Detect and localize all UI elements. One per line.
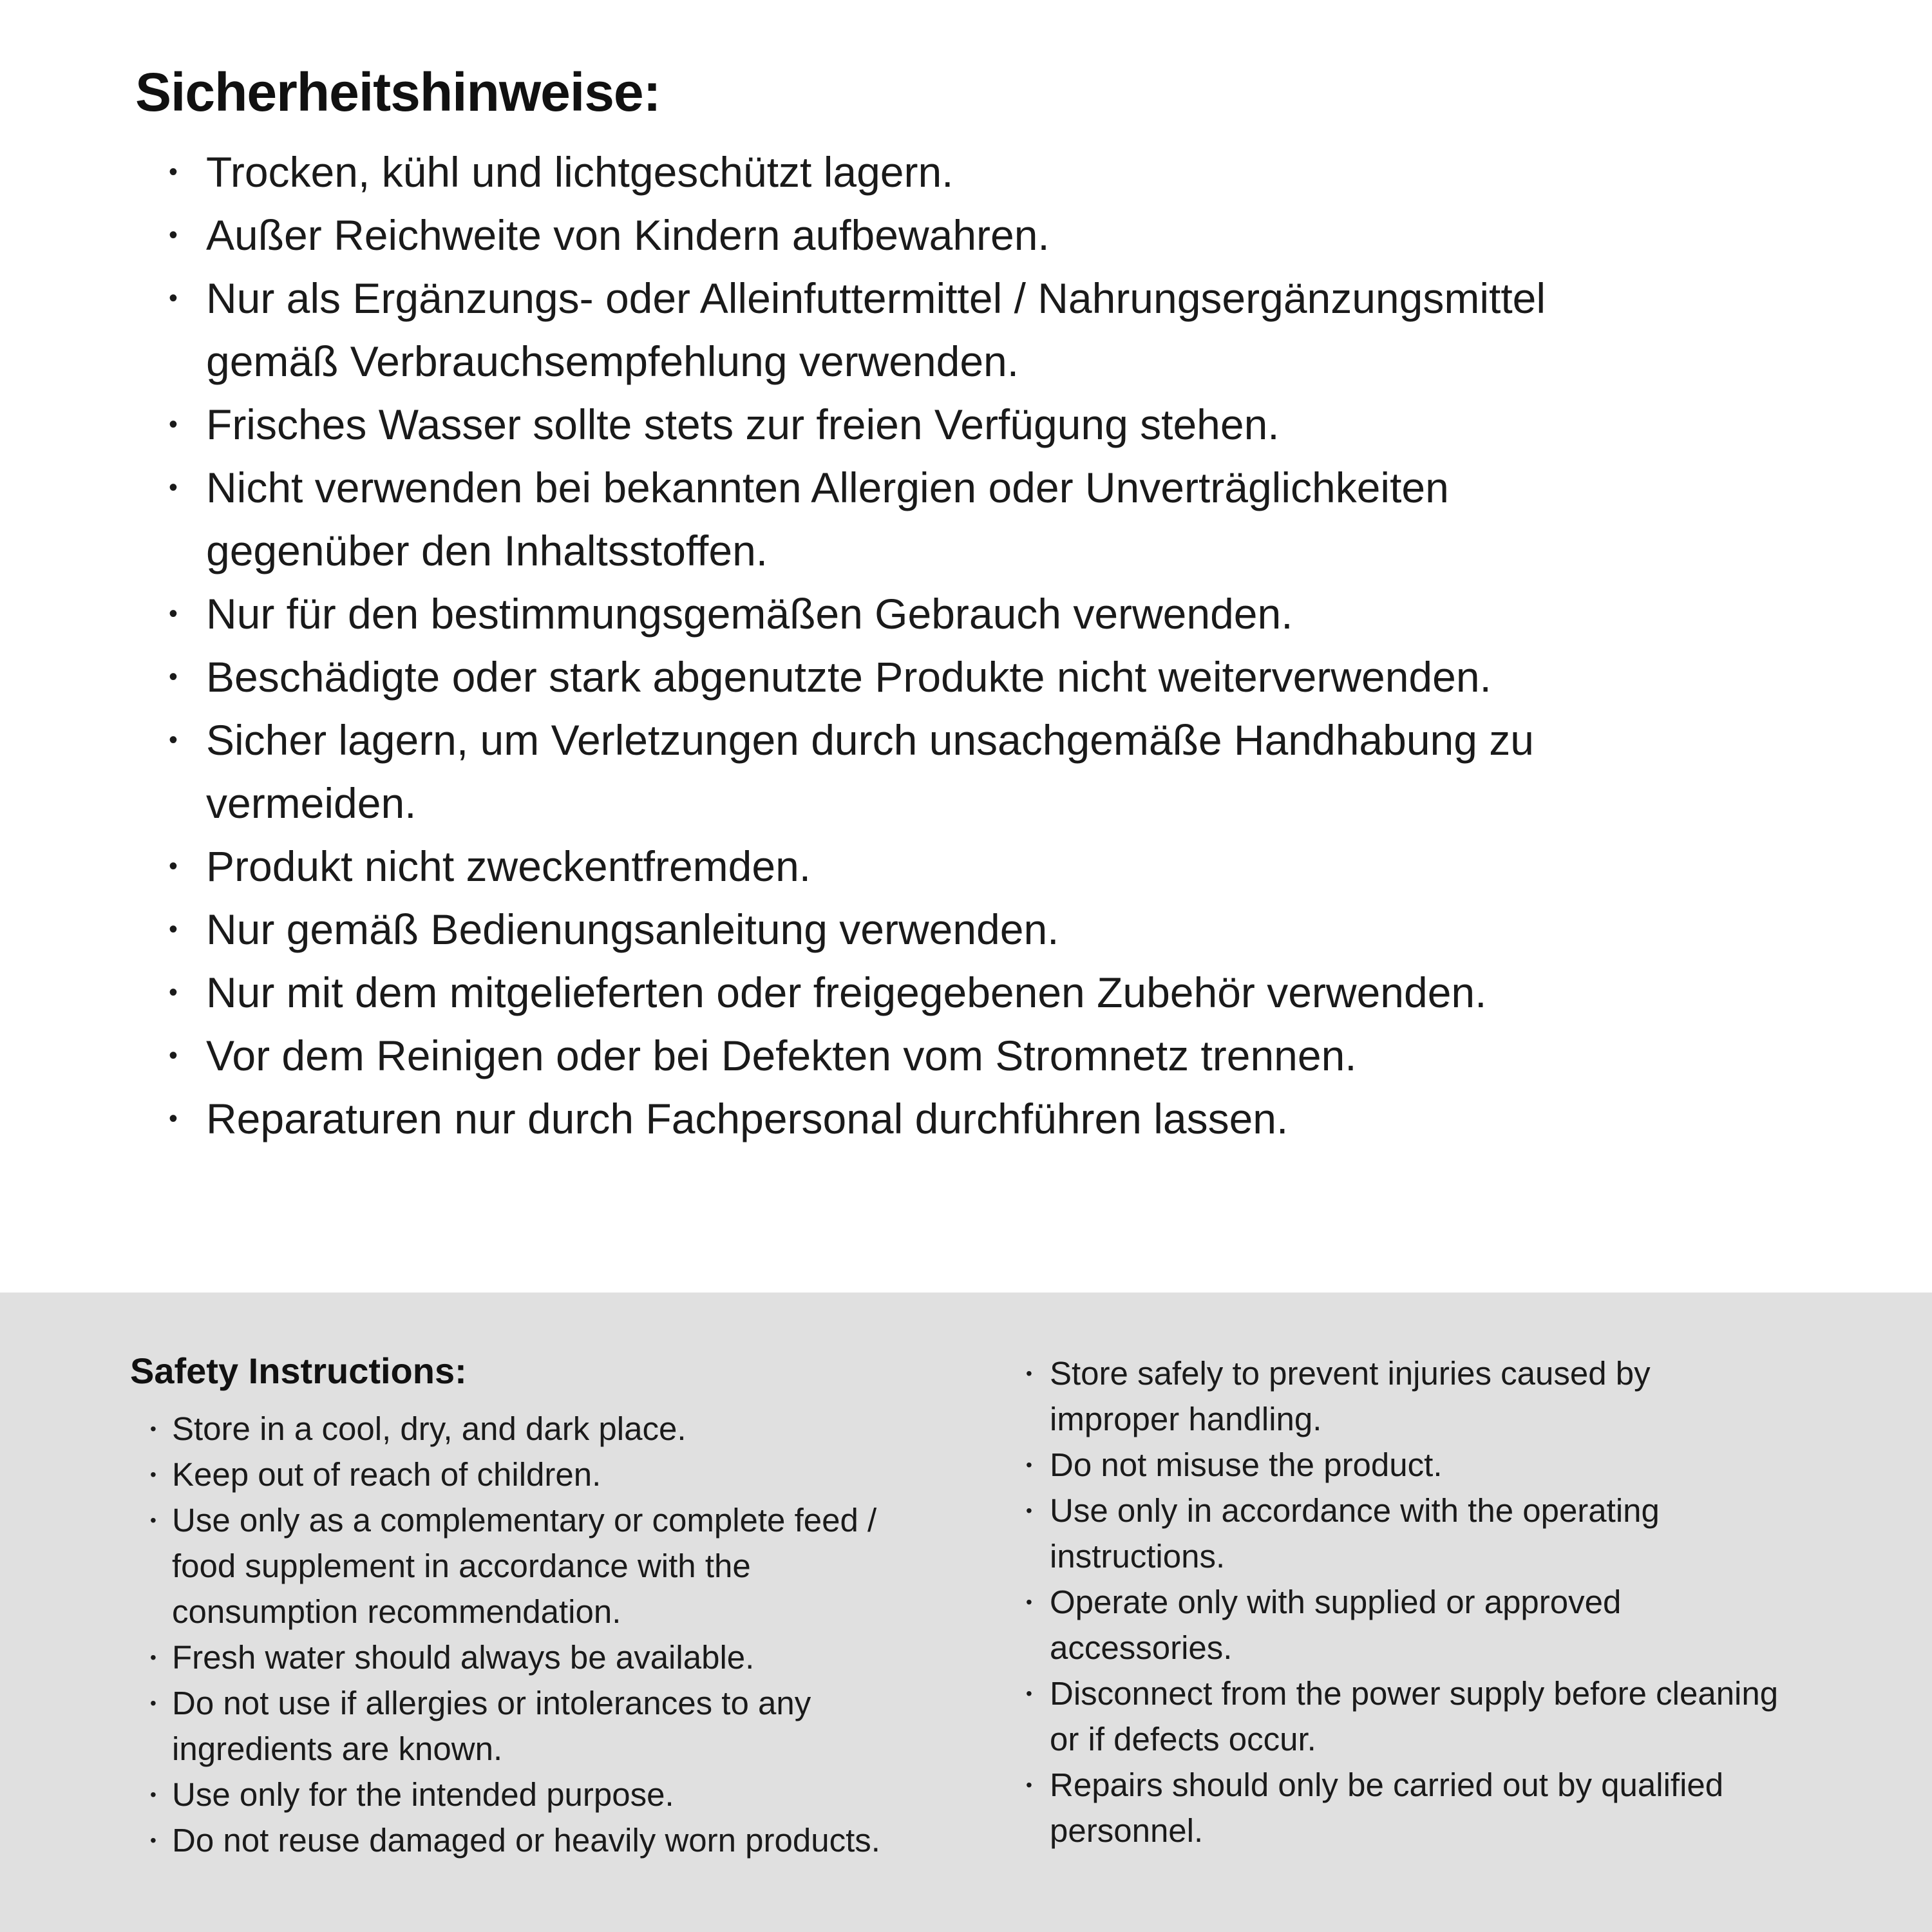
list-item: • Nur für den bestimmungsgemäßen Gebrauch verwenden. <box>135 582 1655 645</box>
list-item: • Use only as a complementary or complete feed / food supplement in accordance with the consumption recommendation. <box>130 1497 919 1634</box>
list-item: • Nur mit dem mitgelieferten oder freigegebenen Zubehör verwenden. <box>135 961 1655 1024</box>
list-item: • Operate only with supplied or approved accessories. <box>1024 1579 1784 1671</box>
list-item: • Außer Reichweite von Kindern aufbewahren. <box>135 204 1655 267</box>
english-panel <box>0 1293 1932 1932</box>
list-item: • Nur als Ergänzungs- oder Alleinfuttermittel / Nahrungsergänzungsmittel gemäß Verbrauchsempfehlung verwenden. <box>135 267 1655 393</box>
english-left-column <box>130 1350 929 1863</box>
english-right-list <box>1024 1350 1784 1853</box>
list-item: • Keep out of reach of children. <box>130 1452 919 1497</box>
list-item: • Frisches Wasser sollte stets zur freien Verfügung stehen. <box>135 393 1655 456</box>
english-right-column <box>1024 1350 1784 1853</box>
german-title: Sicherheitshinweise: <box>135 62 661 122</box>
german-bullet-list <box>135 140 1655 1150</box>
list-item: • Reparaturen nur durch Fachpersonal durchführen lassen. <box>135 1087 1655 1150</box>
list-item: • Disconnect from the power supply before cleaning or if defects occur. <box>1024 1671 1784 1762</box>
list-item: • Use only in accordance with the operating instructions. <box>1024 1488 1784 1579</box>
list-item: • Do not use if allergies or intolerances to any ingredients are known. <box>130 1680 919 1772</box>
list-item: • Beschädigte oder stark abgenutzte Produkte nicht weiterverwenden. <box>135 645 1655 708</box>
list-item: • Store safely to prevent injuries caused by improper handling. <box>1024 1350 1784 1442</box>
english-title: Safety Instructions: <box>130 1350 467 1391</box>
list-item: • Trocken, kühl und lichtgeschützt lagern. <box>135 140 1655 204</box>
list-item: • Fresh water should always be available. <box>130 1634 919 1680</box>
list-item: • Vor dem Reinigen oder bei Defekten vom Stromnetz trennen. <box>135 1024 1655 1087</box>
list-item: • Produkt nicht zweckentfremden. <box>135 835 1655 898</box>
list-item: • Repairs should only be carried out by qualified personnel. <box>1024 1762 1784 1853</box>
list-item: • Nicht verwenden bei bekannten Allergien oder Unverträglichkeiten gegenüber den Inhaltsstoffen. <box>135 456 1655 582</box>
list-item: • Store in a cool, dry, and dark place. <box>130 1406 919 1452</box>
list-item: • Sicher lagern, um Verletzungen durch unsachgemäße Handhabung zu vermeiden. <box>135 708 1655 835</box>
list-item: • Do not misuse the product. <box>1024 1442 1784 1488</box>
english-left-list <box>130 1406 919 1863</box>
list-item: • Do not reuse damaged or heavily worn products. <box>130 1817 919 1863</box>
list-item: • Nur gemäß Bedienungsanleitung verwenden. <box>135 898 1655 961</box>
list-item: • Use only for the intended purpose. <box>130 1772 919 1817</box>
